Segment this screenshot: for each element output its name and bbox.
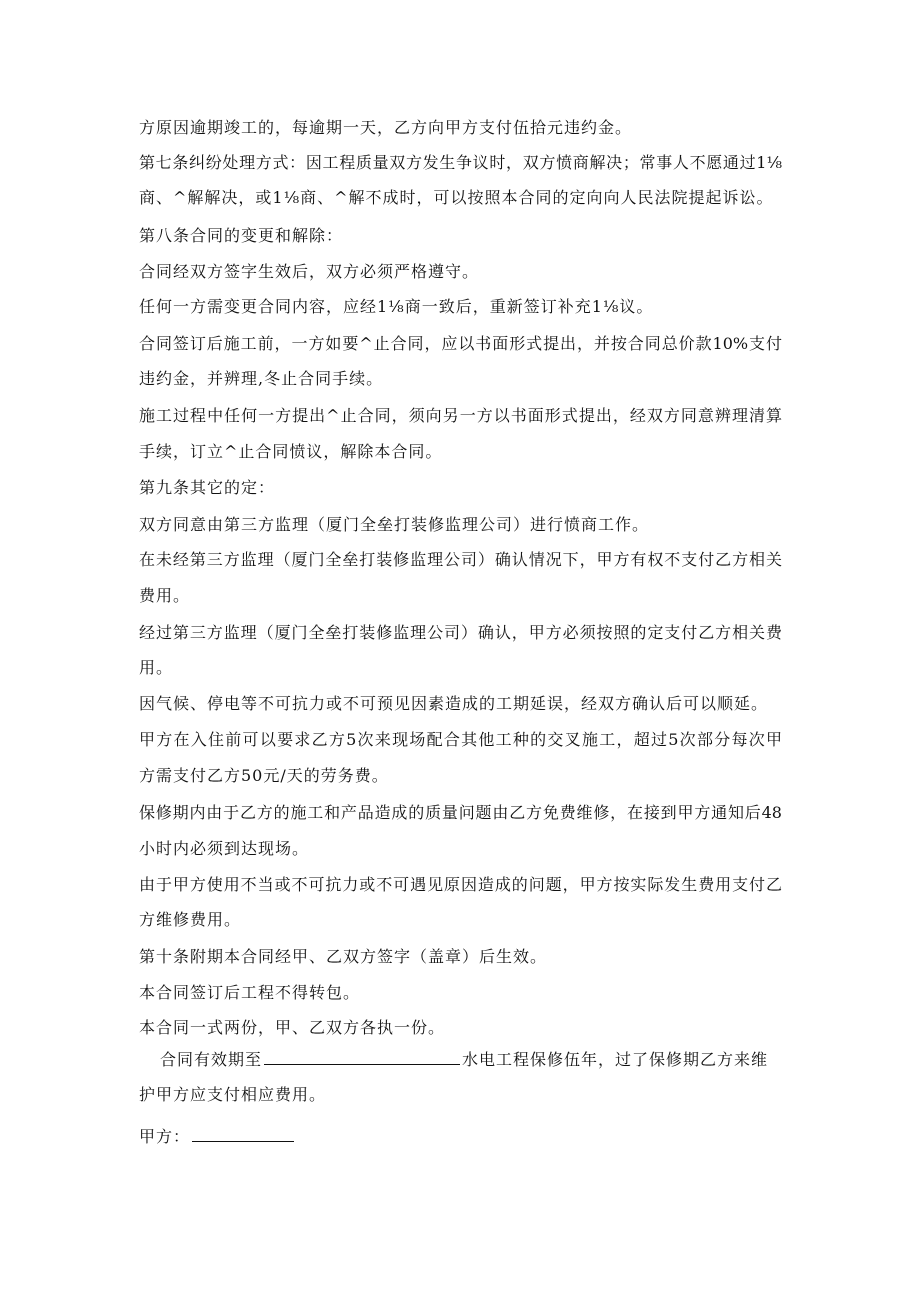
party-a-signature-blank	[192, 1125, 294, 1142]
para-terminate-before-line-2: 违约金，并辨理,冬止合同手续。	[139, 369, 384, 388]
para-supervisor-confirmed-line-1: 经过第三方监理（厦门全垒打装修监理公司）确认，甲方必须按照的定支付乙方相关费	[139, 623, 782, 642]
para-cross-construction-line-1: 甲方在入住前可以要求乙方5次来现场配合其他工种的交叉施工，超过5次部分每次甲	[139, 730, 782, 749]
para-validity-line-1	[160, 1048, 768, 1070]
para-change-content: 任何一方需变更合同内容，应经1⅛商一致后，重新签订补充1⅛议。	[139, 297, 654, 316]
article-7-line-1: 第七条纠纷处理方式：因工程质量双方发生争议时，双方愤商解决；常事人不愿通过1⅛	[139, 153, 782, 172]
para-improper-use-line-2: 方维修费用。	[139, 910, 242, 929]
para-overdue-penalty: 方原因逾期竣工的，每逾期一天，乙方向甲方支付伍拾元违约金。	[139, 118, 633, 137]
article-8-heading: 第八条合同的变更和解除：	[139, 226, 344, 245]
validity-prefix: 合同有效期至	[160, 1050, 263, 1069]
para-cross-construction-line-2: 方需支付乙方50元/天的劳务费。	[139, 766, 389, 785]
party-a-signature	[139, 1125, 294, 1147]
para-improper-use-line-1: 由于甲方使用不当或不可抗力或不可遇见原因造成的问题，甲方按实际发生费用支付乙	[139, 875, 782, 894]
article-7-line-2: 商、^解解决，或1⅛商、^解不成时，可以按照本合同的定向向人民法院提起诉讼。	[139, 188, 774, 207]
para-warranty-line-2: 小时内必须到达现场。	[139, 839, 310, 858]
article-9-heading: 第九条其它的定：	[139, 478, 276, 497]
para-warranty-line-1: 保修期内由于乙方的施工和产品造成的质量问题由乙方免费维修，在接到甲方通知后48	[139, 803, 782, 822]
para-validity-line-2: 护甲方应支付相应费用。	[139, 1085, 327, 1104]
party-a-label: 甲方：	[139, 1127, 191, 1146]
para-supervisor-unconfirmed-line-1: 在未经第三方监理（厦门全垒打装修监理公司）确认情况下，甲方有权不支付乙方相关	[139, 550, 782, 569]
para-sign-effective: 合同经双方签字生效后，双方必须严格遵守。	[139, 262, 480, 281]
article-10-heading: 第十条附期本合同经甲、乙双方签字（盖章）后生效。	[139, 947, 548, 966]
validity-date-blank	[264, 1048, 460, 1065]
para-terminate-before-line-1: 合同签订后施工前，一方如要^止合同，应以书面形式提出，并按合同总价款10%支付	[139, 334, 782, 353]
para-supervisor-unconfirmed-line-2: 费用。	[139, 586, 191, 605]
para-supervisor-confirmed-line-2: 用。	[139, 658, 174, 677]
validity-suffix: 水电工程保修伍年，过了保修期乙方来维	[462, 1050, 769, 1069]
para-terminate-during-line-2: 手续，订立^止合同愤议，解除本合同。	[139, 442, 443, 461]
para-supervisor-agree: 双方同意由第三方监理（厦门全垒打装修监理公司）进行愤商工作。	[139, 515, 650, 534]
para-no-subcontract: 本合同签订后工程不得转包。	[139, 983, 361, 1002]
para-force-majeure: 因气候、停电等不可抗力或不可预见因素造成的工期延误，经双方确认后可以顺延。	[139, 694, 769, 713]
para-terminate-during-line-1: 施工过程中任何一方提出^止合同，须向另一方以书面形式提出，经双方同意辨理清算	[139, 406, 782, 425]
para-two-copies: 本合同一式两份，甲、乙双方各执一份。	[139, 1018, 446, 1037]
